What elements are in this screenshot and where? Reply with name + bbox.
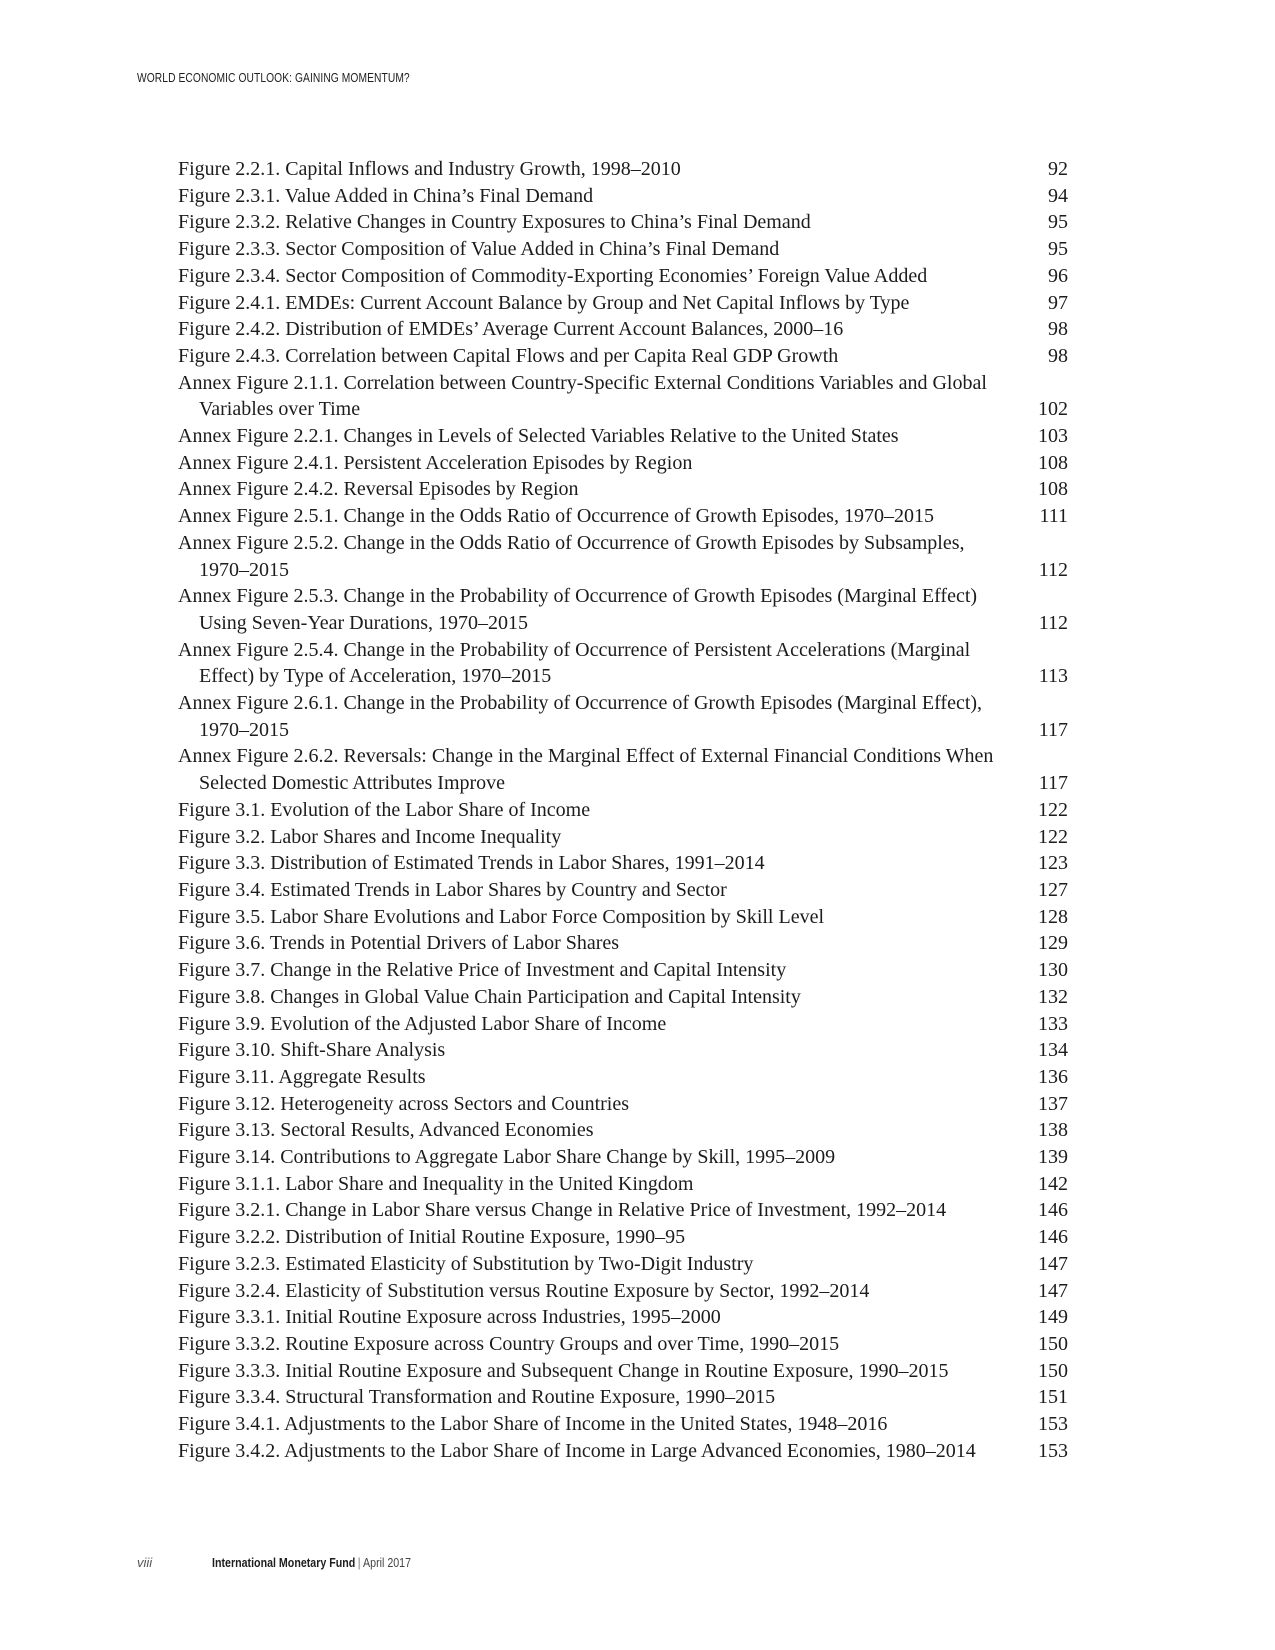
toc-entry	[178, 1384, 1068, 1411]
toc-entry	[178, 236, 1068, 263]
toc-entry	[178, 850, 1068, 877]
toc-entry-title: Figure 3.3.1. Initial Routine Exposure across Industries, 1995–2000	[178, 1306, 721, 1329]
toc-entry	[178, 1438, 1068, 1465]
toc-entry-page: 117	[1038, 772, 1068, 795]
toc-entry-page: 128	[1038, 905, 1068, 928]
toc-entry	[178, 824, 1068, 851]
toc-entry-title: Figure 3.13. Sectoral Results, Advanced Economies	[178, 1119, 594, 1142]
list-of-figures	[178, 156, 1068, 1464]
toc-entry-page: 146	[1038, 1226, 1068, 1249]
toc-entry-page: 127	[1038, 878, 1068, 901]
toc-entry-title: Figure 3.4.2. Adjustments to the Labor Share of Income in Large Advanced Economies, 1980–2014	[178, 1439, 976, 1462]
toc-entry-page: 130	[1038, 959, 1068, 982]
toc-entry-page: 112	[1038, 558, 1068, 581]
toc-entry	[178, 797, 1068, 824]
toc-entry	[178, 450, 1068, 477]
toc-entry-title: Figure 3.4.1. Adjustments to the Labor Share of Income in the United States, 1948–2016	[178, 1413, 888, 1436]
toc-entry	[178, 1197, 1068, 1224]
toc-entry	[178, 530, 1068, 583]
toc-entry-title: Figure 2.4.1. EMDEs: Current Account Balance by Group and Net Capital Inflows by Type	[178, 291, 910, 314]
toc-entry-title: Figure 3.1. Evolution of the Labor Share of Income	[178, 798, 591, 821]
toc-entry-title: Figure 3.1.1. Labor Share and Inequality in the United Kingdom	[178, 1172, 694, 1195]
toc-entry-title: Annex Figure 2.6.2. Reversals: Change in the Marginal Effect of External Financial Conditions When Selected Domestic Attributes Improve	[178, 745, 994, 795]
toc-entry-title: Annex Figure 2.5.3. Change in the Probability of Occurrence of Growth Episodes (Marginal Effect) Using Seven-Year Durations, 1970–2015	[178, 585, 978, 634]
toc-entry-title: Figure 3.2.2. Distribution of Initial Routine Exposure, 1990–95	[178, 1226, 686, 1249]
toc-entry	[178, 690, 1068, 743]
toc-entry	[178, 290, 1068, 317]
toc-entry-page: 147	[1038, 1279, 1068, 1302]
toc-entry-page: 97	[1048, 291, 1068, 314]
toc-entry-title: Figure 2.3.4. Sector Composition of Commodity-Exporting Economies’ Foreign Value Added	[178, 264, 928, 287]
toc-entry-title: Annex Figure 2.4.2. Reversal Episodes by Region	[178, 478, 579, 501]
toc-entry	[178, 1037, 1068, 1064]
toc-entry-title: Figure 3.5. Labor Share Evolutions and Labor Force Composition by Skill Level	[178, 905, 825, 928]
toc-entry	[178, 1171, 1068, 1198]
toc-entry-title: Figure 3.3.2. Routine Exposure across Country Groups and over Time, 1990–2015	[178, 1332, 840, 1355]
toc-entry-page: 95	[1048, 238, 1068, 261]
toc-entry-title: Annex Figure 2.5.4. Change in the Probability of Occurrence of Persistent Accelerations (Marginal Effect) by Type of Acceleration, 1970–2015	[178, 638, 971, 688]
toc-entry-page: 151	[1038, 1386, 1068, 1409]
toc-entry-title: Figure 3.2.3. Estimated Elasticity of Substitution by Two-Digit Industry	[178, 1252, 754, 1275]
toc-entry	[178, 343, 1068, 370]
toc-entry-page: 108	[1038, 478, 1068, 501]
toc-entry	[178, 476, 1068, 503]
toc-entry-page: 147	[1038, 1252, 1068, 1275]
toc-entry-title: Figure 3.7. Change in the Relative Price of Investment and Capital Intensity	[178, 959, 787, 982]
toc-entry	[178, 263, 1068, 290]
toc-entry	[178, 957, 1068, 984]
toc-entry	[178, 1304, 1068, 1331]
toc-entry-page: 136	[1038, 1065, 1068, 1088]
toc-entry-title: Figure 3.12. Heterogeneity across Sectors and Countries	[178, 1092, 630, 1115]
toc-entry-page: 94	[1048, 184, 1068, 207]
running-head: WORLD ECONOMIC OUTLOOK: GAINING MOMENTUM?	[137, 71, 410, 85]
toc-entry-page: 133	[1038, 1012, 1068, 1035]
toc-entry-page: 138	[1038, 1119, 1068, 1142]
toc-entry-title: Figure 3.3.3. Initial Routine Exposure and Subsequent Change in Routine Exposure, 1990–2015	[178, 1359, 949, 1382]
toc-entry	[178, 370, 1068, 423]
toc-entry-title: Figure 3.8. Changes in Global Value Chain Participation and Capital Intensity	[178, 985, 801, 1008]
toc-entry-page: 123	[1038, 852, 1068, 875]
toc-entry-title: Figure 3.3. Distribution of Estimated Trends in Labor Shares, 1991–2014	[178, 852, 765, 875]
toc-entry-page: 95	[1048, 211, 1068, 234]
toc-entry	[178, 1091, 1068, 1118]
toc-entry-page: 129	[1038, 932, 1068, 955]
toc-entry	[178, 1224, 1068, 1251]
toc-entry-page: 92	[1048, 158, 1068, 180]
toc-entry	[178, 503, 1068, 530]
toc-entry-page: 132	[1038, 985, 1068, 1008]
toc-entry-title: Annex Figure 2.5.1. Change in the Odds Ratio of Occurrence of Growth Episodes, 1970–2015	[178, 505, 934, 528]
toc-entry	[178, 316, 1068, 343]
toc-entry-page: 98	[1048, 344, 1068, 367]
toc-entry-page: 137	[1038, 1092, 1068, 1115]
footer-credit	[212, 1555, 411, 1570]
toc-entry-title: Figure 3.10. Shift-Share Analysis	[178, 1039, 446, 1062]
toc-entry	[178, 1011, 1068, 1038]
toc-entry	[178, 423, 1068, 450]
toc-entry-page: 96	[1048, 264, 1068, 287]
page-folio: viii	[137, 1555, 153, 1570]
toc-entry-title: Annex Figure 2.4.1. Persistent Acceleration Episodes by Region	[178, 451, 693, 474]
toc-entry-title: Annex Figure 2.6.1. Change in the Probability of Occurrence of Growth Episodes (Marginal Effect), 1970–2015	[178, 692, 983, 741]
toc-entry-title: Figure 3.3.4. Structural Transformation and Routine Exposure, 1990–2015	[178, 1386, 776, 1409]
toc-entry-title: Figure 3.11. Aggregate Results	[178, 1065, 426, 1088]
toc-entry-title: Figure 3.9. Evolution of the Adjusted Labor Share of Income	[178, 1012, 667, 1035]
toc-entry-page: 108	[1038, 451, 1068, 474]
toc-entry-page: 122	[1038, 798, 1068, 821]
toc-entry-page: 98	[1048, 318, 1068, 341]
toc-entry	[178, 877, 1068, 904]
toc-entry-title: Figure 3.2.4. Elasticity of Substitution versus Routine Exposure by Sector, 1992–2014	[178, 1279, 870, 1302]
toc-entry-page: 134	[1038, 1039, 1068, 1062]
toc-entry-page: 122	[1038, 825, 1068, 848]
toc-entry-title: Annex Figure 2.1.1. Correlation between Country-Specific External Conditions Variables and Global Variables over Time	[178, 371, 987, 421]
toc-entry-title: Annex Figure 2.2.1. Changes in Levels of Selected Variables Relative to the United States	[178, 425, 899, 448]
toc-entry	[178, 209, 1068, 236]
toc-entry-page: 103	[1038, 425, 1068, 448]
toc-entry-page: 153	[1038, 1413, 1068, 1436]
toc-entry-title: Figure 3.2.1. Change in Labor Share versus Change in Relative Price of Investment, 1992–2014	[178, 1199, 947, 1222]
toc-entry	[178, 1251, 1068, 1278]
toc-entry	[178, 1331, 1068, 1358]
toc-entry	[178, 156, 1068, 183]
toc-entry	[178, 1144, 1068, 1171]
toc-entry-title: Figure 2.2.1. Capital Inflows and Industry Growth, 1998–2010	[178, 158, 681, 180]
toc-entry	[178, 637, 1068, 690]
toc-entry-page: 113	[1038, 665, 1068, 688]
toc-entry	[178, 930, 1068, 957]
toc-entry	[178, 1358, 1068, 1385]
toc-entry-title: Figure 3.14. Contributions to Aggregate Labor Share Change by Skill, 1995–2009	[178, 1146, 836, 1169]
toc-entry-title: Figure 2.4.2. Distribution of EMDEs’ Average Current Account Balances, 2000–16	[178, 318, 844, 341]
toc-entry	[178, 904, 1068, 931]
toc-entry-page: 153	[1038, 1439, 1068, 1462]
toc-entry	[178, 183, 1068, 210]
toc-entry-title: Figure 3.6. Trends in Potential Drivers of Labor Shares	[178, 932, 620, 955]
toc-entry	[178, 1411, 1068, 1438]
footer-date: April 2017	[363, 1555, 412, 1570]
toc-entry-page: 149	[1038, 1306, 1068, 1329]
toc-entry	[178, 984, 1068, 1011]
toc-entry	[178, 1278, 1068, 1305]
toc-entry-title: Figure 3.4. Estimated Trends in Labor Shares by Country and Sector	[178, 878, 727, 901]
toc-entry	[178, 1117, 1068, 1144]
toc-entry-title: Figure 2.3.3. Sector Composition of Value Added in China’s Final Demand	[178, 238, 780, 261]
footer-separator: |	[357, 1555, 361, 1570]
toc-entry-page: 139	[1038, 1146, 1068, 1169]
toc-entry-title: Figure 2.3.2. Relative Changes in Country Exposures to China’s Final Demand	[178, 211, 811, 234]
toc-entry-title: Figure 3.2. Labor Shares and Income Inequality	[178, 825, 562, 848]
toc-entry-page: 142	[1038, 1172, 1068, 1195]
toc-entry-title: Figure 2.4.3. Correlation between Capital Flows and per Capita Real GDP Growth	[178, 344, 839, 367]
toc-entry-page: 150	[1038, 1359, 1068, 1382]
toc-entry-title: Annex Figure 2.5.2. Change in the Odds Ratio of Occurrence of Growth Episodes by Subsamples, 1970–2015	[178, 531, 965, 581]
toc-entry-page: 102	[1038, 398, 1068, 421]
toc-entry	[178, 583, 1068, 636]
footer-organization: International Monetary Fund	[212, 1555, 356, 1570]
toc-entry-page: 117	[1038, 718, 1068, 741]
toc-entry-page: 146	[1038, 1199, 1068, 1222]
toc-entry-page: 150	[1038, 1332, 1068, 1355]
toc-entry-page: 112	[1038, 611, 1068, 634]
toc-entry	[178, 1064, 1068, 1091]
toc-entry-page: 111	[1039, 505, 1068, 528]
toc-entry-title: Figure 2.3.1. Value Added in China’s Final Demand	[178, 184, 594, 207]
toc-entry	[178, 743, 1068, 796]
